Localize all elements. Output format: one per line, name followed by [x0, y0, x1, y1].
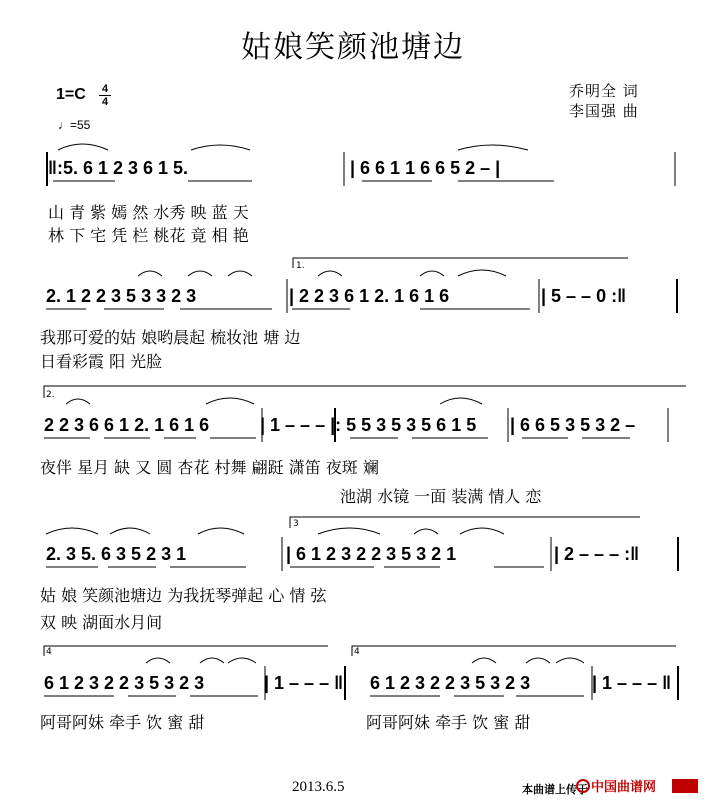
lyrics-row-2-verse-1: 我那可爱的姑 娘哟晨起 梳妆池 塘 边 — [40, 328, 301, 347]
notation-row-2-part-2: | 2 2 3 6 1 2. 1 6 1 6 — [289, 286, 450, 306]
volta-1-label: 1. — [296, 261, 305, 271]
notation-row-1-part-2: | 6 6 1 1 6 6 5 2 – | — [350, 158, 501, 178]
volta-2-label: 2. — [46, 390, 55, 400]
notation-row-4-part-1: 2. 3 5. 6 3 5 2 3 1 — [46, 544, 187, 564]
lyrics-row-4-verse-2: 双 映 湖面水月间 — [40, 613, 163, 632]
notation-row-4-part-2: | 6 1 2 3 2 2 3 5 3 2 1 — [286, 544, 457, 564]
notation-row-3-part-2: | 1 – – – |: 5 5 3 5 3 5 6 1 5 — [260, 415, 477, 435]
notation-row-5-part-3: 6 1 2 3 2 2 3 5 3 2 3 — [370, 673, 531, 693]
lyricist-credit: 乔明全 词 — [569, 82, 639, 100]
footer-source-label: 本曲谱上传于 — [522, 783, 588, 796]
lyrics-row-2-verse-2: 日看彩霞 阳 光脸 — [40, 352, 163, 371]
notation-row-3-part-3: | 6 6 5 3 5 3 2 – — [510, 415, 636, 435]
notation-row-1-part-1: ‖:5. 6 1 2 3 6 1 5. — [48, 158, 189, 178]
lyrics-row-1-verse-2: 林 下 宅 凭 栏 桃花 竟 相 艳 — [48, 226, 249, 245]
lyrics-row-4-verse-1: 姑 娘 笑颜池塘边 为我抚琴弹起 心 情 弦 — [40, 586, 327, 605]
time-signature-bottom: 4 — [101, 96, 109, 108]
footer-date: 2013.6.5 — [292, 779, 345, 795]
lyrics-row-3-verse-1: 夜伴 星月 缺 又 圆 杏花 村舞 翩跹 潇笛 夜斑 斓 — [40, 458, 379, 477]
volta-4-left-label: 4 — [46, 647, 52, 657]
lyrics-row-5-left: 阿哥阿妹 牵手 饮 蜜 甜 — [40, 713, 205, 732]
volta-3-label: 3 — [293, 519, 299, 529]
notation-row-3-part-1: 2 2 3 6 6 1 2. 1 6 1 6 — [44, 415, 210, 435]
notation-row-5-part-2: | 1 – – – ‖ — [264, 673, 344, 693]
lyrics-row-1-verse-1: 山 青 紫 嫣 然 水秀 映 蓝 天 — [48, 203, 249, 222]
lyrics-row-5-right: 阿哥阿妹 牵手 饮 蜜 甜 — [366, 713, 531, 732]
notation-row-2-part-3: | 5 – – 0 :‖ — [541, 286, 627, 306]
key-signature: 1=C — [56, 86, 86, 103]
notation-row-5-part-1: 6 1 2 3 2 2 3 5 3 2 3 — [44, 673, 205, 693]
site-logo-icon — [577, 779, 698, 793]
song-title: 姑娘笑颜池塘边 — [241, 30, 465, 65]
lyrics-row-3-verse-2: 池湖 水镜 一面 装满 情人 恋 — [340, 487, 542, 506]
notation-row-4-part-3: | 2 – – – :‖ — [554, 544, 640, 564]
time-signature-top: 4 — [101, 83, 109, 95]
composer-credit: 李国强 曲 — [569, 102, 639, 120]
notation-row-2-part-1: 2. 1 2 2 3 5 3 3 2 3 — [46, 286, 197, 306]
notation-row-5-part-4: | 1 – – – ‖ — [592, 673, 672, 693]
volta-4-right-label: 4 — [354, 647, 360, 657]
tempo-marking: ♩=55 — [58, 118, 91, 132]
site-logo[interactable]: 中国曲谱网 — [591, 780, 657, 795]
